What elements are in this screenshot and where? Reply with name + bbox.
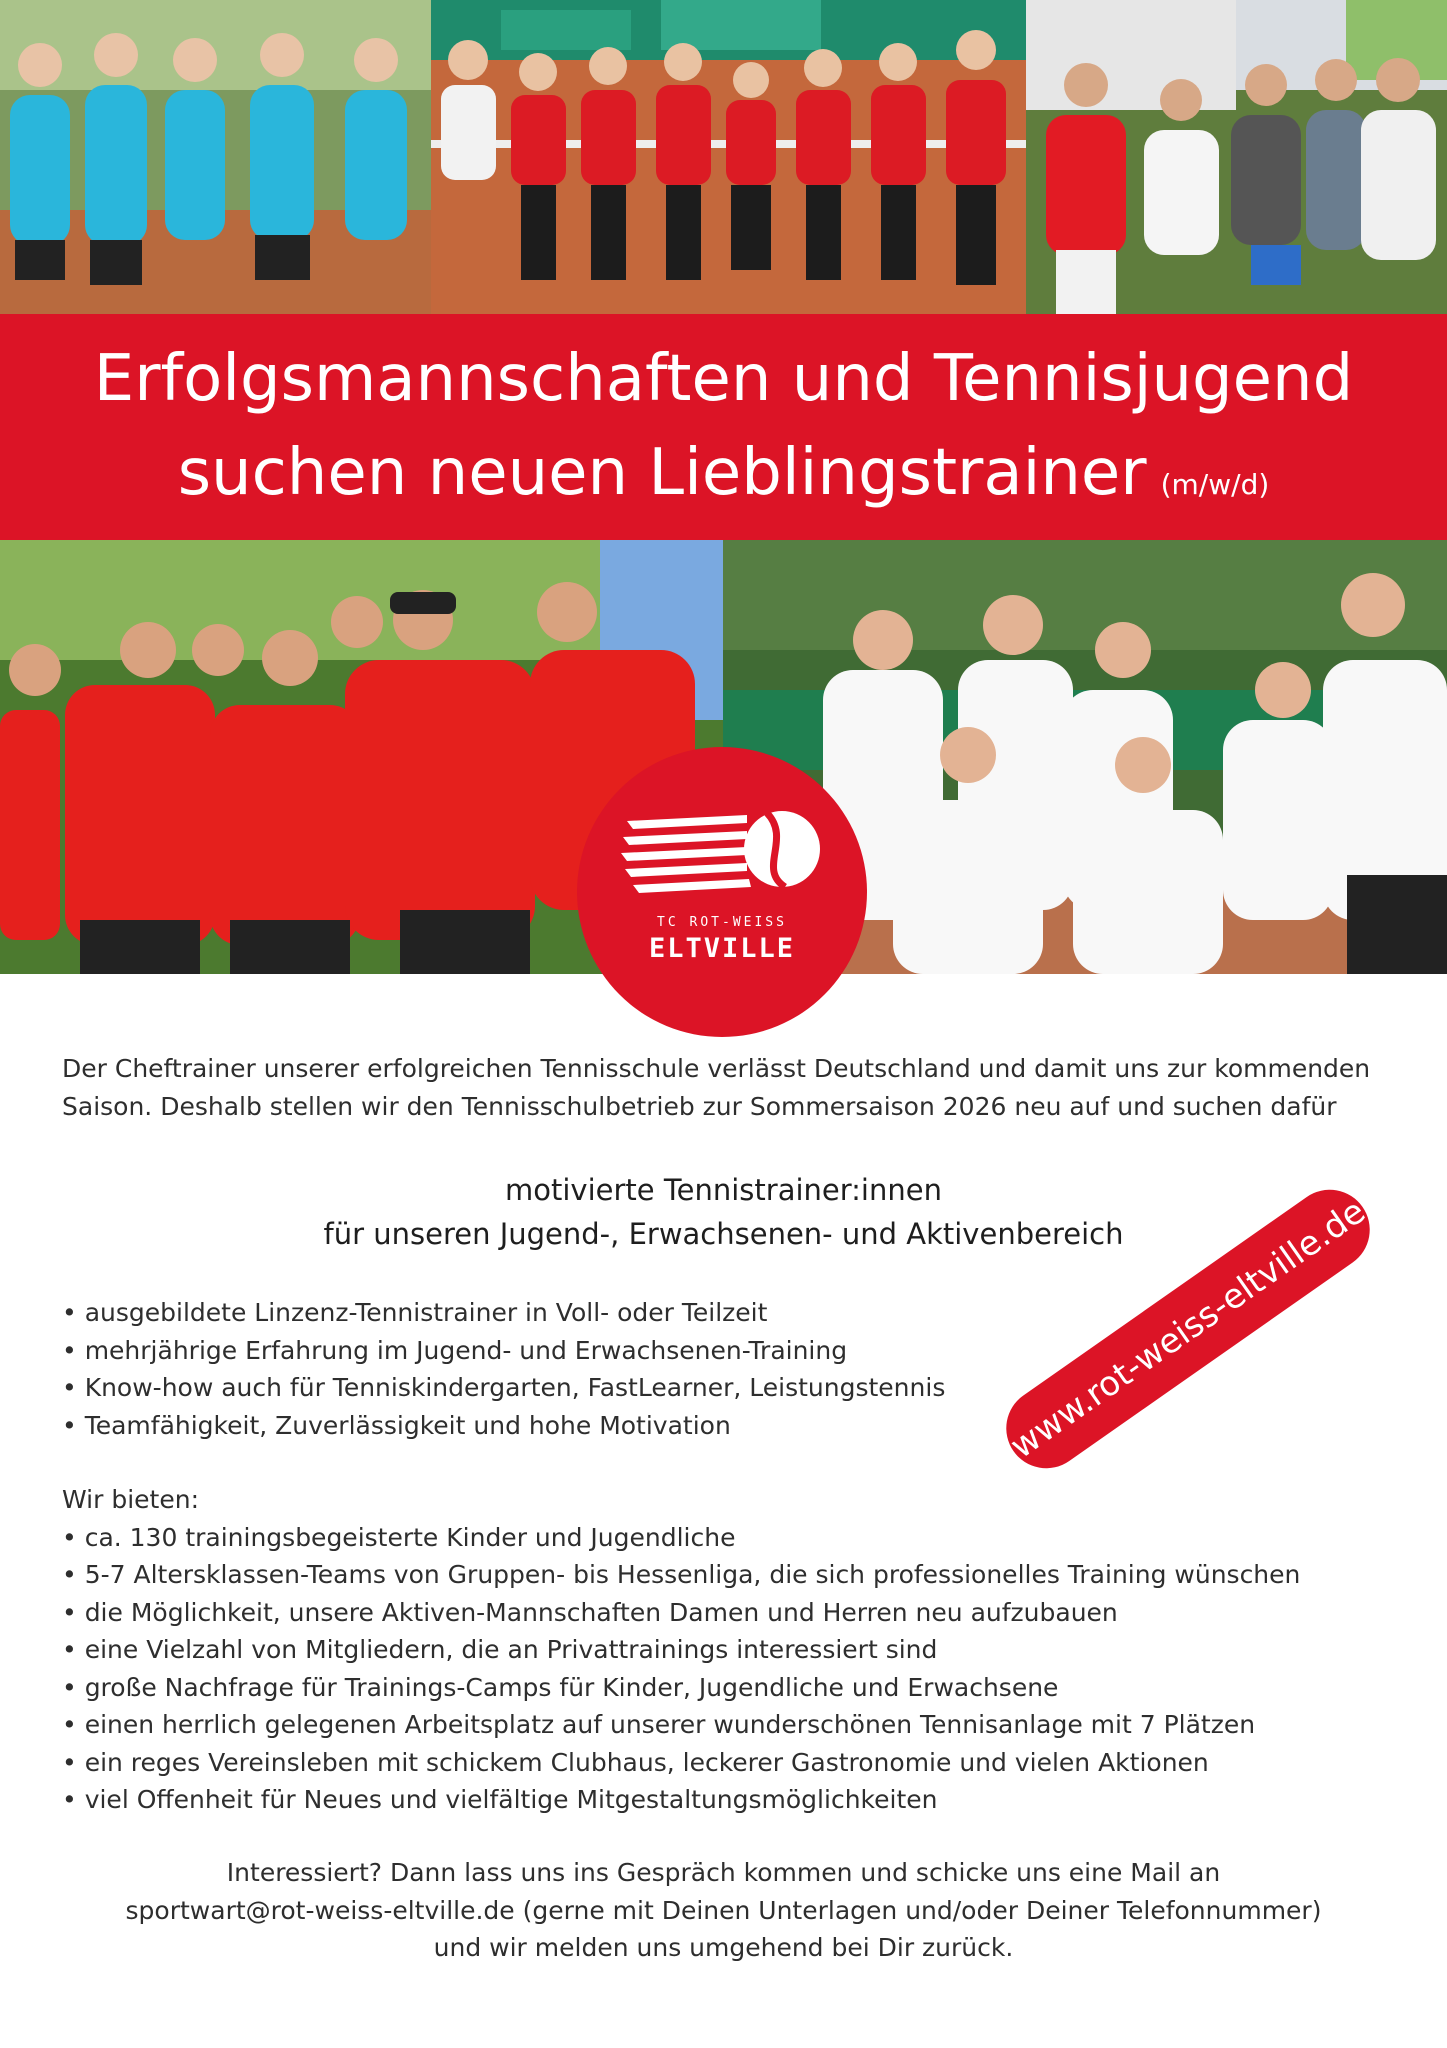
requirements-list — [62, 1294, 945, 1444]
headline-line-2-text: suchen neuen Lieblingstrainer — [177, 436, 1147, 510]
photo-women-team-turquoise — [0, 0, 431, 314]
contact-paragraph — [0, 1854, 1447, 1967]
intro-line-2: Saison. Deshalb stellen wir den Tennisschulbetrieb zur Sommersaison 2026 neu auf und suchen dafür — [62, 1091, 1337, 1121]
photo-youth-team-red — [431, 0, 1026, 314]
logo-club-name: ELTVILLE — [648, 933, 796, 964]
contact-line-3: und wir melden uns umgehend bei Dir zurück. — [433, 1933, 1014, 1962]
list-item: • viel Offenheit für Neues und vielfältige Mitgestaltungsmöglichkeiten — [62, 1785, 938, 1814]
list-item: • Know-how auch für Tenniskindergarten, FastLearner, Leistungstennis — [62, 1373, 946, 1402]
contact-line-2: sportwart@rot-weiss-eltville.de (gerne mit Deinen Unterlagen und/oder Deiner Telefonnummer) — [125, 1895, 1322, 1925]
intro-line-1: Der Cheftrainer unserer erfolgreichen Tennisschule verlässt Deutschland und damit uns zur kommenden — [62, 1054, 1371, 1083]
list-item: • Teamfähigkeit, Zuverlässigkeit und hohe Motivation — [62, 1410, 731, 1440]
headline-banner — [0, 314, 1447, 540]
gender-note: (m/w/d) — [1160, 468, 1270, 501]
tennis-ball-speed-lines-icon — [617, 799, 827, 909]
website-url-badge[interactable]: www.rot-weiss-eltville.de — [991, 1174, 1386, 1484]
contact-line-1: Interessiert? Dann lass uns ins Gespräch kommen und schicke uns eine Mail an — [226, 1858, 1221, 1887]
list-item: • ein reges Vereinsleben mit schickem Clubhaus, leckerer Gastronomie und vielen Aktionen — [62, 1747, 1209, 1777]
position-subtitle: für unseren Jugend-, Erwachsenen- und Aktivenbereich — [323, 1217, 1124, 1251]
list-item: • große Nachfrage für Trainings-Camps für Kinder, Jugendliche und Erwachsene — [62, 1672, 1059, 1702]
list-item: • ausgebildete Linzenz-Tennistrainer in Voll- oder Teilzeit — [62, 1298, 768, 1327]
club-logo — [577, 747, 867, 1037]
list-item: • eine Vielzahl von Mitgliedern, die an Privattrainings interessiert sind — [62, 1635, 938, 1664]
list-item: • 5-7 Altersklassen-Teams von Gruppen- bis Hessenliga, die sich professionelles Training wünschen — [62, 1560, 1301, 1589]
list-item: • mehrjährige Erfahrung im Jugend- und Erwachsenen-Training — [62, 1335, 848, 1365]
list-item: • die Möglichkeit, unsere Aktiven-Mannschaften Damen und Herren neu aufzubauen — [62, 1597, 1118, 1627]
intro-paragraph — [62, 1050, 1432, 1125]
position-heading — [0, 1168, 1447, 1256]
headline-line-1: Erfolgsmannschaften und Tennisjugend — [93, 342, 1354, 416]
position-title: motivierte Tennistrainer:innen — [505, 1173, 942, 1207]
list-item: • ca. 130 trainingsbegeisterte Kinder und Jugendliche — [62, 1522, 736, 1552]
benefits-list — [62, 1481, 1300, 1819]
logo-club-prefix: TC ROT-WEISS — [657, 915, 787, 930]
benefits-heading: Wir bieten: — [62, 1485, 199, 1514]
list-item: • einen herrlich gelegenen Arbeitsplatz auf unserer wunderschönen Tennisanlage mit 7 Plätzen — [62, 1710, 1256, 1739]
headline-line-2 — [0, 430, 1447, 528]
photo-men-seniors-team — [1026, 0, 1447, 314]
